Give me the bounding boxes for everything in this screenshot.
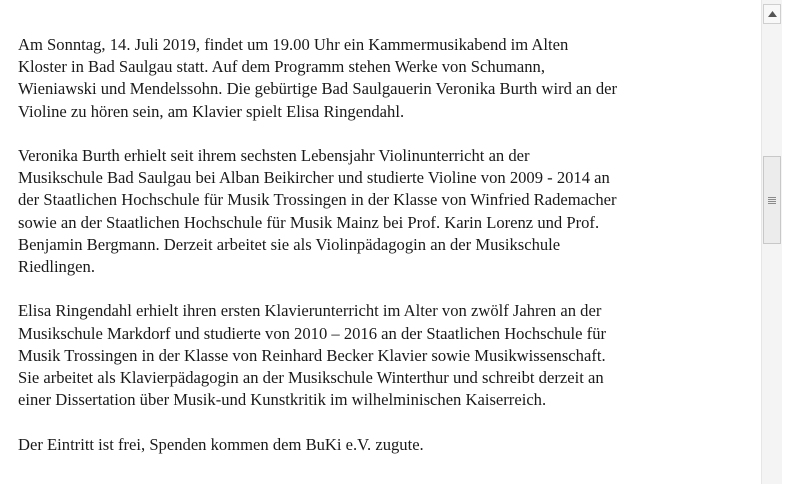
- grip-icon: [768, 197, 776, 205]
- article-text: [18, 34, 758, 478]
- chevron-up-icon: [768, 11, 777, 17]
- paragraph-admission: Der Eintritt ist frei, Spenden kommen dem BuKi e.V. zugute.: [18, 434, 424, 454]
- scroll-thumb[interactable]: [763, 156, 781, 244]
- vertical-scrollbar[interactable]: [761, 0, 782, 484]
- paragraph-concert-announcement: Am Sonntag, 14. Juli 2019, findet um 19.00 Uhr ein Kammermusikabend im Alten Kloster in Bad Saulgau statt. Auf dem Programm stehen Werke von Schumann, Wieniawski und Mendelssohn. Die gebürtige Bad Saulgauerin Veronika Burth wird an der Violine zu hören sein, am Klavier spielt Elisa Ringendahl.: [18, 35, 618, 121]
- paragraph-elisa-ringendahl: Elisa Ringendahl erhielt ihren ersten Klavierunterricht im Alter von zwölf Jahren an der Musikschule Markdorf und studierte von 2010 – 2016 an der Staatlichen Hochschule für Musik Trossingen in der Klasse von Reinhard Becker Klavier sowie Musikwissenschaft. Sie arbeitet als Klavierpädagogin an der Musikschule Winterthur und schreibt derzeit an einer Dissertation über Musik-und Kunstkritik im wilhelminischen Kaiserreich.: [18, 301, 607, 410]
- scroll-up-button[interactable]: [763, 4, 781, 24]
- paragraph-veronika-burth: Veronika Burth erhielt seit ihrem sechsten Lebensjahr Violinunterricht an der Musikschule Bad Saulgau bei Alban Beikircher und studierte Violine von 2009 - 2014 an der Staatlichen Hochschule für Musik Trossingen in der Klasse von Winfried Rademacher sowie an der Staatlichen Hochschule für Musik Mainz bei Prof. Karin Lorenz und Prof. Benjamin Bergmann. Derzeit arbeitet sie als Violinpädagogin an der Musikschule Riedlingen.: [18, 146, 617, 277]
